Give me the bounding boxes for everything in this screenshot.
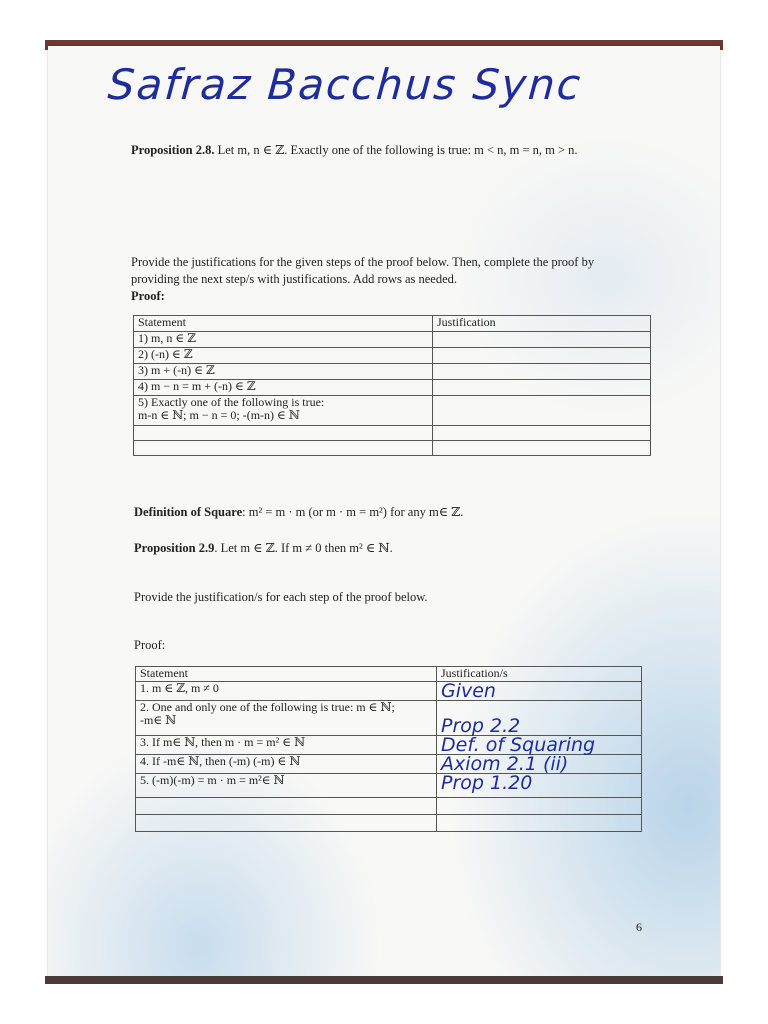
justification-cell[interactable]	[433, 380, 651, 396]
table-row	[134, 441, 651, 456]
column-header-statement: Statement	[134, 316, 433, 332]
justification-cell[interactable]	[437, 755, 642, 774]
justification-cell[interactable]	[433, 426, 651, 441]
statement-line: -m∈ ℕ	[140, 713, 177, 727]
proposition-2-9-label: Proposition 2.9	[134, 541, 215, 555]
table-row	[134, 396, 651, 426]
table-row	[134, 426, 651, 441]
statement-cell[interactable]	[134, 441, 433, 456]
proof-label: Proof:	[131, 289, 165, 303]
proposition-2-9-text: . Let m ∈ ℤ. If m ≠ 0 then m² ∈ ℕ.	[214, 541, 393, 555]
instructions-line-1: Provide the justifications for the given steps of the proof below. Then, complete the proof by	[131, 255, 595, 269]
proof-label-2: Proof:	[134, 638, 166, 652]
table-row	[134, 364, 651, 380]
page-number: 6	[636, 920, 642, 934]
handwritten-justification: Prop 2.2	[441, 715, 521, 737]
handwritten-name: Safraz Bacchus Sync	[106, 60, 584, 109]
column-header-justification: Justification	[433, 316, 651, 332]
justification-cell[interactable]	[437, 815, 642, 832]
statement-cell: 2) (-n) ∈ ℤ	[134, 348, 433, 364]
justification-cell[interactable]	[437, 701, 642, 736]
justification-cell[interactable]	[433, 348, 651, 364]
definition-label: Definition of Square	[134, 505, 243, 519]
table-header-row	[136, 667, 642, 682]
justification-cell[interactable]	[433, 332, 651, 348]
statement-cell[interactable]	[136, 798, 437, 815]
statement-line: 2. One and only one of the following is true: m ∈ ℕ;	[140, 700, 395, 714]
handwritten-justification: Given	[441, 680, 496, 702]
statement-line: 5) Exactly one of the following is true:	[138, 395, 325, 409]
instructions-2: Provide the justification/s for each step of the proof below.	[134, 590, 428, 604]
statement-cell	[136, 701, 437, 736]
table-row	[136, 774, 642, 798]
justification-cell[interactable]	[437, 736, 642, 755]
proposition-2-8-label: Proposition 2.8.	[131, 143, 215, 157]
statement-cell[interactable]	[134, 426, 433, 441]
statement-cell: 5. (-m)(-m) = m · m = m²∈ ℕ	[136, 774, 437, 798]
handwritten-justification: Prop 1.20	[441, 772, 533, 794]
proof-table-1	[133, 315, 651, 456]
instructions-line-2: providing the next step/s with justifications. Add rows as needed.	[131, 272, 457, 286]
justification-cell[interactable]	[433, 396, 651, 426]
table-row	[136, 798, 642, 815]
handwritten-justification: Def. of Squaring	[441, 734, 596, 756]
proposition-2-8	[131, 143, 578, 158]
table-row	[136, 736, 642, 755]
table-row	[134, 332, 651, 348]
statement-line: m-n ∈ ℕ; m − n = 0; -(m-n) ∈ ℕ	[138, 408, 300, 422]
definition-of-square	[134, 505, 463, 520]
statement-cell: 3) m + (-n) ∈ ℤ	[134, 364, 433, 380]
statement-cell: 4. If -m∈ ℕ, then (-m) (-m) ∈ ℕ	[136, 755, 437, 774]
proof-table-2	[135, 666, 642, 832]
proposition-2-8-text: Let m, n ∈ ℤ. Exactly one of the following is true: m < n, m = n, m > n.	[217, 143, 578, 157]
column-header-justification: Justification/s	[437, 667, 642, 682]
definition-text: : m² = m · m (or m · m = m²) for any m∈ ℤ.	[242, 505, 464, 519]
table-row	[136, 701, 642, 736]
column-header-statement: Statement	[136, 667, 437, 682]
table-header-row	[134, 316, 651, 332]
table-row	[136, 755, 642, 774]
table-row	[134, 380, 651, 396]
statement-cell: 1. m ∈ ℤ, m ≠ 0	[136, 682, 437, 701]
statement-cell[interactable]	[136, 815, 437, 832]
justification-cell[interactable]	[433, 364, 651, 380]
justification-cell[interactable]	[437, 682, 642, 701]
statement-cell	[134, 396, 433, 426]
photo-background-bottom	[45, 976, 723, 984]
justification-cell[interactable]	[433, 441, 651, 456]
proposition-2-9	[134, 541, 393, 556]
table-row	[134, 348, 651, 364]
justification-cell[interactable]	[437, 798, 642, 815]
table-row	[136, 682, 642, 701]
statement-cell: 4) m − n = m + (-n) ∈ ℤ	[134, 380, 433, 396]
handwritten-justification: Axiom 2.1 (ii)	[441, 753, 569, 775]
statement-cell: 3. If m∈ ℕ, then m · m = m² ∈ ℕ	[136, 736, 437, 755]
statement-cell: 1) m, n ∈ ℤ	[134, 332, 433, 348]
justification-cell[interactable]	[437, 774, 642, 798]
table-row	[136, 815, 642, 832]
